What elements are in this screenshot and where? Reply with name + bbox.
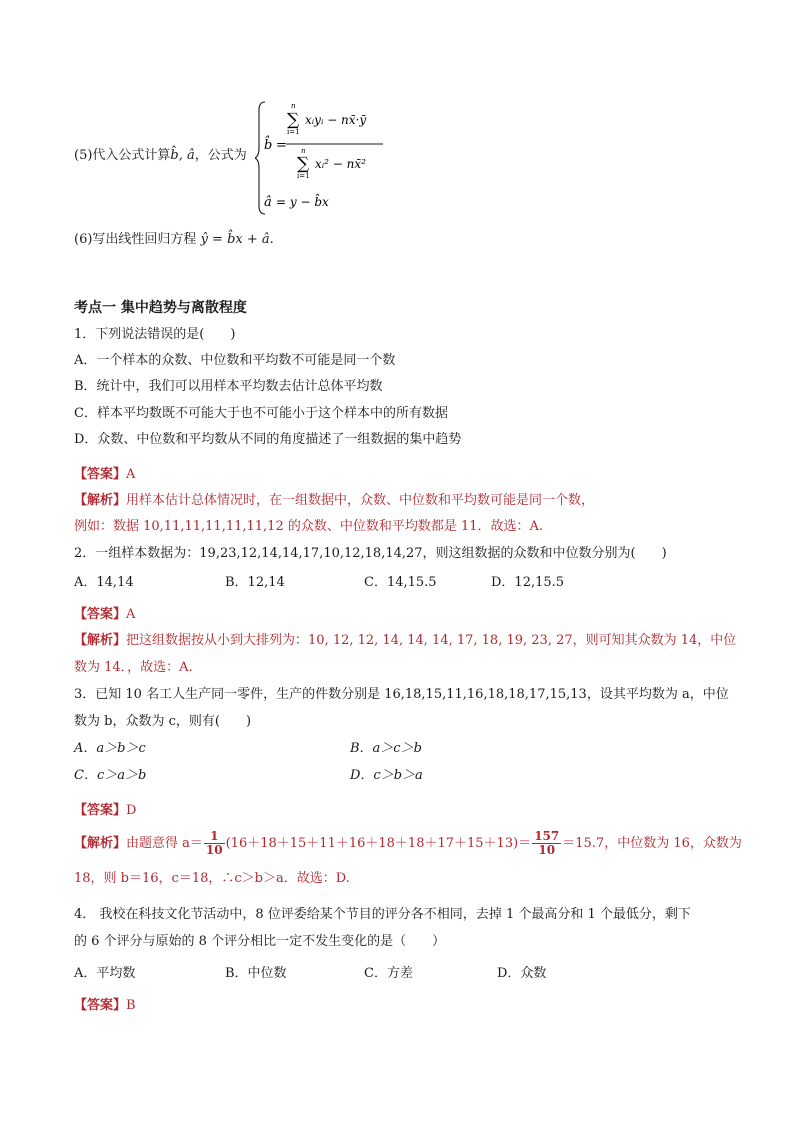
q1-answer: [74, 466, 135, 484]
q2-analysis-line2: 数为 14．，故选：A.: [74, 660, 193, 675]
frac2-denominator: 10: [538, 843, 556, 857]
analysis-mid: (16＋18＋15＋11＋16＋18＋18＋17＋15＋13)＝: [225, 836, 532, 851]
q1-option-c: C．样本平均数既不可能大于也不可能小于这个样本中的所有数据: [74, 406, 448, 421]
answer-value: A: [126, 467, 136, 482]
numerator-term: xᵢyᵢ − nx̄·ȳ: [305, 113, 367, 127]
sum-lower-num: i=1: [287, 128, 300, 136]
b-hat-symbol: b̂: [264, 138, 273, 153]
q2-analysis-line1: [74, 632, 736, 650]
answer-value: B: [126, 998, 136, 1013]
sum-upper-num: n: [291, 102, 296, 110]
step6-end: .: [269, 232, 274, 247]
q2-stem: 2．一组样本数据为：19,23,12,14,14,17,10,12,18,14,27，则这组数据的众数和中位数分别为( ): [74, 546, 667, 561]
answer-tag: 【答案】: [74, 998, 127, 1013]
regression-formula: [255, 98, 405, 218]
q4-option-a: A．平均数: [74, 966, 136, 981]
analysis-pre: 由题意得 a＝: [126, 836, 203, 851]
q4-stem-line1: 4． 我校在科技文化节活动中，8 位评委给某个节目的评分各不相同，去掉 1 个最高分和 1 个最低分，剩下: [74, 907, 691, 922]
q3-stem-line2: 数为 b，众数为 c，则有( ): [74, 714, 252, 729]
q2-option-d: D．12,15.5: [491, 575, 565, 590]
q4-option-d: D．众数: [497, 966, 547, 981]
frac1-denominator: 10: [205, 843, 223, 857]
sum-upper-den: n: [301, 147, 306, 155]
q1-analysis-line1: [74, 492, 594, 510]
step5-prefix: (5)代入公式计算: [74, 148, 171, 163]
analysis-tag: 【解析】: [74, 836, 127, 851]
analysis-text: 把这组数据按从小到大排列为：10, 12, 12, 14, 14, 14, 17, 18, 19, 23, 27，则可知其众数为 14，中位: [126, 633, 737, 648]
section-title: 考点一 集中趋势与离散程度: [74, 300, 247, 316]
q3-option-d: D．c＞b＞a: [350, 768, 423, 783]
answer-tag: 【答案】: [74, 607, 127, 622]
q4-option-c: C．方差: [364, 966, 413, 981]
q4-answer: [74, 997, 136, 1015]
answer-tag: 【答案】: [74, 803, 127, 818]
frac1-numerator: 1: [204, 830, 225, 844]
q3-option-b: B．a＞c＞b: [350, 741, 422, 756]
step5-suffix: ，公式为: [194, 148, 247, 163]
q3-option-a: A．a＞b＞c: [74, 741, 146, 756]
formula-step5-label: [74, 147, 247, 165]
q4-stem-line2: 的 6 个评分与原始的 8 个评分相比一定不发生变化的是（ ）: [74, 934, 446, 949]
q4-option-b: B．中位数: [225, 966, 287, 981]
answer-value: A: [126, 607, 136, 622]
a-formula: = y − b̂x: [276, 195, 329, 209]
analysis-tag: 【解析】: [74, 633, 127, 648]
sum-sigma-num: ∑: [287, 110, 300, 130]
q1-analysis-line2: 例如：数据 10,11,11,11,11,11,12 的众数、中位数和平均数都是 11．故选：A.: [74, 519, 544, 534]
q3-answer: [74, 802, 136, 820]
q2-option-b: B．12,14: [225, 575, 285, 590]
frac2-numerator: 157: [534, 829, 560, 843]
q3-analysis-line2: 18，则 b＝16，c＝18，∴c＞b＞a．故选：D.: [74, 871, 350, 886]
equals-sign: =: [276, 138, 287, 153]
a-hat-symbol: â: [264, 195, 272, 210]
step5-vars: b̂, â: [170, 148, 195, 163]
fraction-157-tenth: [532, 830, 561, 857]
denominator-term: xᵢ² − nx̄²: [315, 157, 366, 171]
answer-tag: 【答案】: [74, 467, 127, 482]
q3-analysis-line1: [74, 826, 742, 862]
sum-lower-den: i=1: [297, 172, 310, 180]
sum-sigma-den: ∑: [297, 154, 310, 174]
fraction-one-tenth: [204, 830, 225, 857]
step6-prefix: (6)写出线性回归方程: [74, 232, 197, 247]
analysis-post: ＝15.7，中位数为 16，众数为: [562, 836, 742, 851]
q1-option-a: A．一个样本的众数、中位数和平均数不可能是同一个数: [74, 353, 396, 368]
q2-option-c: C．14,15.5: [364, 575, 437, 590]
q3-option-c: C．c＞a＞b: [74, 768, 147, 783]
step6-equation: ŷ = b̂x + â: [200, 232, 270, 247]
q1-stem: 1．下列说法错误的是( ): [74, 327, 236, 342]
q3-stem-line1: 3．已知 10 名工人生产同一零件，生产的件数分别是 16,18,15,11,16,18,18,17,15,13，设其平均数为 a，中位: [74, 687, 729, 702]
analysis-text: 用样本估计总体情况时，在一组数据中，众数、中位数和平均数可能是同一个数，: [126, 493, 595, 508]
q1-option-d: D．众数、中位数和平均数从不同的角度描述了一组数据的集中趋势: [74, 432, 462, 447]
q2-option-a: A．14,14: [74, 575, 134, 590]
q2-answer: [74, 606, 135, 624]
formula-step6-label: [74, 231, 274, 249]
q1-option-b: B．统计中，我们可以用样本平均数去估计总体平均数: [74, 379, 383, 394]
analysis-tag: 【解析】: [74, 493, 127, 508]
answer-value: D: [126, 803, 137, 818]
